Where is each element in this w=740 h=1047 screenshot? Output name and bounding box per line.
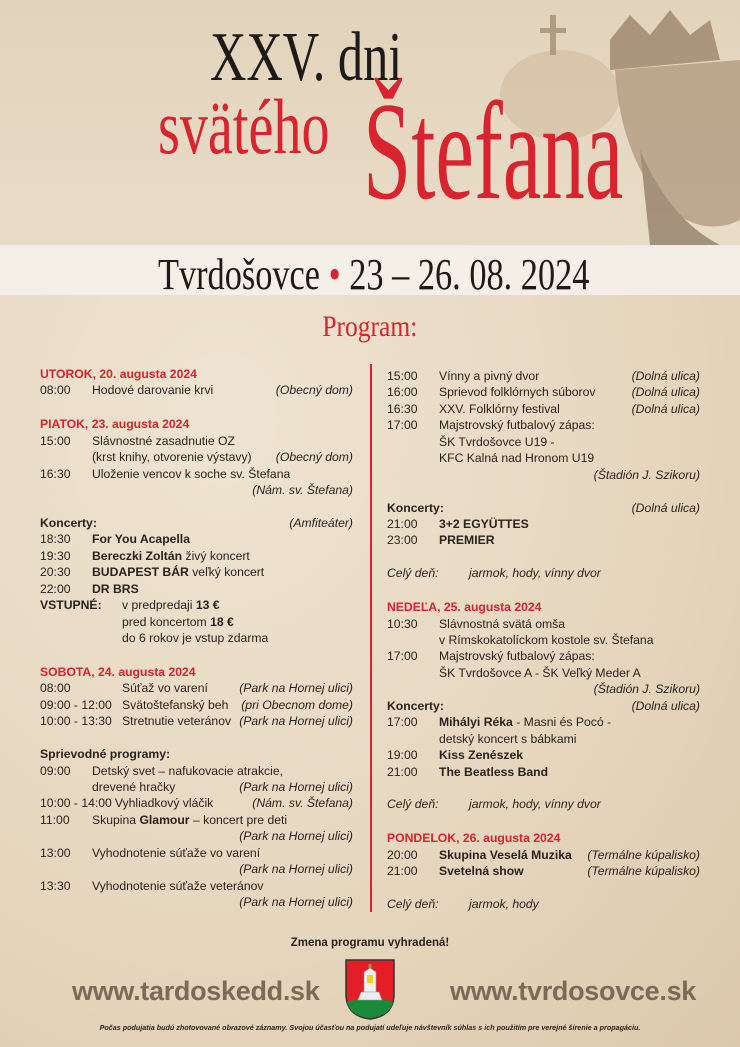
all-day-text: jarmok, hody xyxy=(469,897,539,912)
event-highlight: 18 € xyxy=(210,614,234,629)
schedule-row xyxy=(387,714,700,730)
schedule-row xyxy=(40,795,353,811)
event-description xyxy=(115,795,213,811)
schedule-row xyxy=(40,828,353,844)
venue: (Štadión J. Szikoru) xyxy=(593,467,700,482)
event-description xyxy=(439,714,611,730)
event-text: KFC Kalná nad Hronom U19 xyxy=(439,451,595,466)
event-time: 22:00 xyxy=(40,581,71,596)
event-time: 10:30 xyxy=(387,616,418,631)
event-description xyxy=(439,434,555,450)
event-time: 15:00 xyxy=(40,433,71,448)
event-time: 10:00 - 13:30 xyxy=(40,714,112,729)
event-highlight: Skupina Veselá Muzika xyxy=(439,847,572,862)
schedule-row xyxy=(40,531,353,547)
event-time xyxy=(387,632,436,648)
event-description xyxy=(122,697,228,713)
schedule-row xyxy=(40,433,353,449)
section-heading xyxy=(387,698,700,714)
event-time xyxy=(40,828,89,844)
event-time: 16:30 xyxy=(387,401,418,416)
event-highlight: The Beatless Band xyxy=(439,764,549,779)
event-description xyxy=(92,548,250,564)
event-text: v predpredaji xyxy=(122,598,196,613)
spacer xyxy=(40,399,353,415)
event-description xyxy=(92,564,264,580)
section-heading xyxy=(40,746,353,762)
event-time: 23:00 xyxy=(387,533,418,548)
schedule-row xyxy=(40,449,353,465)
event-time: 15:00 xyxy=(387,369,418,383)
schedule-row xyxy=(387,648,700,664)
event-description xyxy=(122,597,220,613)
event-time: 11:00 xyxy=(40,812,70,827)
section-label: Koncerty: xyxy=(40,515,97,530)
all-day-label: Celý deň: xyxy=(387,566,439,581)
event-text: do 6 rokov je vstup zdarma xyxy=(122,631,269,646)
schedule-row xyxy=(40,845,353,861)
schedule-row xyxy=(40,466,353,482)
schedule-row xyxy=(40,861,353,877)
title-line-3: Štefana xyxy=(363,74,624,229)
event-text: XXV. Folklórny festival xyxy=(439,401,560,416)
event-description xyxy=(92,812,287,828)
event-time xyxy=(387,681,436,697)
event-description xyxy=(92,433,235,449)
dates: 23 – 26. 08. 2024 xyxy=(349,250,590,299)
event-description xyxy=(439,532,495,548)
section-label: Sprievodné programy: xyxy=(40,747,171,762)
venue: (Park na Hornej ulici) xyxy=(239,681,353,696)
event-text: Slávnostná svätá omša xyxy=(439,616,566,631)
schedule-row xyxy=(40,779,353,795)
event-description xyxy=(92,845,260,861)
event-time: 21:00 xyxy=(387,516,418,531)
schedule-row xyxy=(387,632,700,648)
url-tvrdosovce-link[interactable]: www.tvrdosovce.sk xyxy=(450,976,696,1006)
program-right-column xyxy=(387,368,700,913)
event-description xyxy=(92,779,175,795)
event-time: 17:00 xyxy=(387,418,418,433)
event-highlight: BUDAPEST BÁR xyxy=(92,565,189,580)
schedule-row xyxy=(387,665,700,681)
event-time: 09:00 - 12:00 xyxy=(40,697,112,712)
schedule-row xyxy=(40,680,353,696)
day-heading: NEDEĽA, 25. augusta 2024 xyxy=(387,600,542,615)
venue: (Park na Hornej ulici) xyxy=(239,829,353,844)
event-text: Uloženie vencov k soche sv. Štefana xyxy=(92,466,291,481)
event-text: Skupina xyxy=(92,812,140,827)
event-text: živý koncert xyxy=(182,548,250,563)
event-highlight: PREMIER xyxy=(439,533,495,548)
day-heading: UTOROK, 20. augusta 2024 xyxy=(40,367,197,381)
day-heading: SOBOTA, 24. augusta 2024 xyxy=(40,664,196,679)
title-line-1: XXV. dni xyxy=(210,19,403,96)
event-highlight: Svetelná show xyxy=(439,864,524,879)
schedule-row xyxy=(387,616,700,632)
venue: (Dolná ulica) xyxy=(631,500,700,515)
venue: (pri Obecnom dome) xyxy=(241,697,353,712)
event-text: ŠK Tvrdošovce A - ŠK Veľký Meder A xyxy=(439,665,641,680)
spacer xyxy=(40,499,353,515)
coat-of-arms-icon xyxy=(344,958,396,1020)
event-highlight: Kiss Zenészek xyxy=(439,748,524,763)
event-description xyxy=(439,863,524,879)
schedule-row xyxy=(40,548,353,564)
schedule-row xyxy=(387,401,700,417)
section-heading xyxy=(40,515,353,531)
event-time: 20:30 xyxy=(40,565,71,580)
schedule-row xyxy=(387,368,700,384)
schedule-row xyxy=(387,847,700,863)
event-time xyxy=(387,434,436,450)
program-left-column xyxy=(40,365,353,910)
event-time: 19:30 xyxy=(40,548,71,563)
admission-label: VSTUPNÉ: xyxy=(40,598,102,613)
event-time: 17:00 xyxy=(387,715,418,730)
event-time: 09:00 xyxy=(40,763,71,778)
event-place-dates xyxy=(158,249,589,300)
schedule-row xyxy=(387,450,700,466)
event-text: Slávnostné zasadnutie OZ xyxy=(92,433,235,448)
bullet-dot: • xyxy=(328,250,341,299)
event-description xyxy=(122,630,268,646)
schedule-row xyxy=(40,581,353,597)
schedule-row xyxy=(40,630,353,646)
venue: (Park na Hornej ulici) xyxy=(239,862,353,877)
day-heading: PIATOK, 23. augusta 2024 xyxy=(40,417,190,432)
event-description xyxy=(122,680,208,696)
event-time: 16:00 xyxy=(387,385,418,400)
schedule-row xyxy=(40,763,353,779)
event-time: 10:00 - 14:00 xyxy=(40,796,112,811)
program-change-note: Zmena programu vyhradená! xyxy=(290,937,450,949)
event-time xyxy=(40,861,89,877)
schedule-row xyxy=(40,564,353,580)
program-heading xyxy=(0,310,740,344)
event-highlight: Glamour xyxy=(139,812,190,827)
schedule-row xyxy=(40,597,353,613)
schedule-row xyxy=(387,532,700,548)
schedule-row xyxy=(387,384,700,400)
event-description xyxy=(92,466,290,482)
disclaimer: Počas podujatia budú zhotovované obrazové záznamy. Svojou účasťou na podujatí udeľuje návštevník súhlas s ich použitím pre verejné šírenie a propagáciu. xyxy=(99,1023,641,1032)
event-time: 16:30 xyxy=(40,466,71,481)
venue: (Štadión J. Szikoru) xyxy=(593,682,700,697)
event-description xyxy=(92,763,283,779)
venue: (Dolná ulica) xyxy=(631,385,700,400)
event-time: 08:00 xyxy=(40,681,71,696)
event-text: (krst knihy, otvorenie výstavy) xyxy=(92,450,252,465)
event-text: Svätoštefanský beh xyxy=(122,697,229,712)
schedule-row xyxy=(40,713,353,729)
event-text: Detský svet – nafukovacie atrakcie, xyxy=(92,763,284,778)
event-description xyxy=(92,878,263,894)
event-text: Majstrovský futbalový zápas: xyxy=(439,418,595,433)
event-text: – koncert pre deti xyxy=(189,812,288,827)
event-time: 17:00 xyxy=(387,649,418,664)
schedule-row xyxy=(387,731,700,747)
event-highlight: DR BRS xyxy=(92,581,139,596)
event-text: Stretnutie veteránov xyxy=(122,714,232,729)
schedule-row xyxy=(387,434,700,450)
event-time: 21:00 xyxy=(387,764,418,779)
spacer xyxy=(387,813,700,829)
event-time xyxy=(40,482,89,498)
event-text: pred koncertom xyxy=(122,614,211,629)
schedule-row xyxy=(387,516,700,532)
event-highlight: 3+2 EGYÜTTES xyxy=(439,516,529,531)
all-day-text: jarmok, hody, vínny dvor xyxy=(469,566,601,581)
event-time xyxy=(40,894,89,910)
event-text: detský koncert s bábkami xyxy=(439,731,577,746)
event-description xyxy=(92,449,252,465)
program-heading-text: Program: xyxy=(322,310,418,343)
all-day-row xyxy=(387,896,700,912)
all-day-row xyxy=(387,565,700,581)
all-day-label: Celý deň: xyxy=(387,797,439,812)
event-text: Vyhliadkový vláčik xyxy=(114,796,214,811)
event-text: Vyhodnotenie súťaže veteránov xyxy=(92,878,264,893)
event-description xyxy=(439,764,548,780)
event-description xyxy=(92,382,213,398)
schedule-row xyxy=(387,764,700,780)
event-highlight: Mihályi Réka xyxy=(439,715,513,730)
venue: (Termálne kúpalisko) xyxy=(587,864,700,879)
event-time: 18:30 xyxy=(40,532,71,547)
schedule-row xyxy=(387,681,700,697)
schedule-row xyxy=(40,697,353,713)
event-time xyxy=(387,665,436,681)
schedule-row xyxy=(40,894,353,910)
spacer xyxy=(387,483,700,499)
event-description xyxy=(439,516,529,532)
event-description xyxy=(92,581,139,597)
spacer xyxy=(40,730,353,746)
venue: (Park na Hornej ulici) xyxy=(239,779,353,794)
event-description xyxy=(439,747,523,763)
event-time xyxy=(387,731,436,747)
event-time: 20:00 xyxy=(387,847,418,862)
schedule-row xyxy=(40,812,353,828)
title-line-2: svätého xyxy=(158,83,330,170)
venue: (Amfiteáter) xyxy=(289,515,353,530)
event-text: Hodové darovanie krvi xyxy=(92,383,214,398)
venue: (Park na Hornej ulici) xyxy=(239,895,353,910)
event-text: Sprievod folklórnych súborov xyxy=(439,385,596,400)
schedule-row xyxy=(387,417,700,433)
event-description xyxy=(439,665,641,681)
event-time xyxy=(40,630,119,646)
event-time: 08:00 xyxy=(40,383,71,398)
section-label: Koncerty: xyxy=(387,698,444,713)
event-description xyxy=(122,614,234,630)
all-day-row xyxy=(387,796,700,812)
spacer xyxy=(387,780,700,796)
schedule-row xyxy=(40,482,353,498)
event-description xyxy=(439,616,565,632)
venue: (Nám. sv. Štefana) xyxy=(252,483,353,498)
venue: (Dolná ulica) xyxy=(631,401,700,416)
event-description xyxy=(439,417,595,433)
schedule-row xyxy=(387,467,700,483)
venue: (Park na Hornej ulici) xyxy=(239,714,353,729)
section-label: Koncerty: xyxy=(387,500,444,515)
event-description xyxy=(439,368,539,384)
event-description xyxy=(439,632,654,648)
event-time: 13:00 xyxy=(40,845,71,860)
event-text: veľký koncert xyxy=(188,565,265,580)
venue: (Dolná ulica) xyxy=(631,369,700,383)
event-text: v Rímskokatolíckom kostole sv. Štefana xyxy=(439,633,654,648)
event-description xyxy=(439,384,596,400)
section-heading xyxy=(387,500,700,516)
event-time xyxy=(40,614,119,630)
event-text: Vyhodnotenie súťaže vo varení xyxy=(92,845,261,860)
place: Tvrdošovce xyxy=(158,250,321,299)
day-heading: PONDELOK, 26. augusta 2024 xyxy=(387,831,561,846)
schedule-row xyxy=(387,747,700,763)
event-text: drevené hračky xyxy=(92,779,176,794)
event-text: - Masni és Pocó - xyxy=(512,715,612,730)
schedule-row xyxy=(40,614,353,630)
column-divider xyxy=(370,364,372,912)
venue: (Nám. sv. Štefana) xyxy=(252,796,353,811)
event-time xyxy=(40,449,89,465)
event-text: Vínny a pivný dvor xyxy=(439,369,540,383)
venue: (Obecný dom) xyxy=(275,383,353,398)
event-time: 21:00 xyxy=(387,864,418,879)
event-description xyxy=(439,648,595,664)
event-time xyxy=(40,779,89,795)
venue: (Dolná ulica) xyxy=(631,698,700,713)
event-highlight: 13 € xyxy=(195,598,220,613)
event-time: 19:00 xyxy=(387,748,418,763)
venue: (Termálne kúpalisko) xyxy=(587,847,700,862)
venue: (Obecný dom) xyxy=(275,450,353,465)
event-time xyxy=(387,467,436,483)
spacer xyxy=(387,880,700,896)
event-description xyxy=(439,847,572,863)
spacer xyxy=(40,646,353,662)
event-text: Majstrovský futbalový zápas: xyxy=(439,649,595,664)
schedule-row xyxy=(40,382,353,398)
event-text: ŠK Tvrdošovce U19 - xyxy=(439,434,555,449)
schedule-row xyxy=(387,863,700,879)
all-day-text: jarmok, hody, vínny dvor xyxy=(469,797,601,812)
event-time xyxy=(387,450,436,466)
event-description xyxy=(439,731,577,747)
event-description xyxy=(439,401,560,417)
url-tardoskedd-link[interactable]: www.tardoskedd.sk xyxy=(72,976,320,1006)
event-description xyxy=(92,531,190,547)
schedule-row xyxy=(40,878,353,894)
event-text: Súťaž vo varení xyxy=(122,681,208,696)
event-highlight: Bereczki Zoltán xyxy=(92,548,183,563)
event-highlight: For You Acapella xyxy=(92,532,190,547)
event-time: 13:30 xyxy=(40,878,71,893)
all-day-label: Celý deň: xyxy=(387,897,439,912)
event-description xyxy=(122,713,231,729)
event-description xyxy=(439,450,594,466)
spacer xyxy=(387,582,700,598)
spacer xyxy=(387,549,700,565)
